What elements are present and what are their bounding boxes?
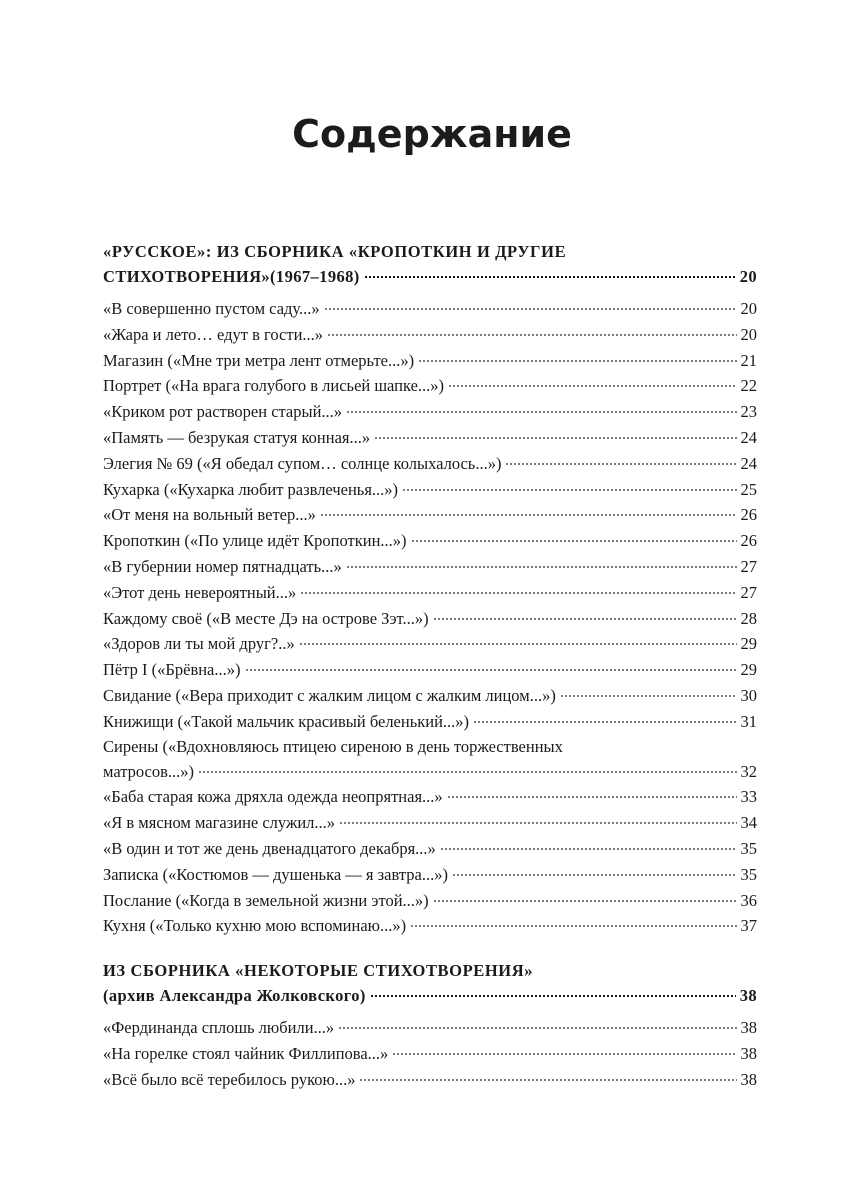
dot-leader — [411, 527, 737, 544]
dot-leader — [433, 604, 737, 621]
entry-title: «Жара и лето… едут в гости...» — [103, 324, 324, 344]
page-number: 29 — [740, 634, 757, 654]
page-number: 27 — [740, 556, 757, 576]
dot-leader — [327, 320, 736, 337]
page-number: 34 — [740, 813, 757, 833]
toc-entry[interactable] — [103, 554, 757, 580]
dot-leader — [346, 398, 736, 415]
section-heading: «РУССКОЕ»: ИЗ СБОРНИКА «КРОПОТКИН И ДРУГИЕ — [103, 242, 567, 261]
toc-entry[interactable] — [103, 451, 757, 477]
page-number: 33 — [740, 787, 757, 807]
entry-title: Кухня («Только кухню мою вспоминаю...») — [103, 916, 407, 936]
page-number: 26 — [740, 531, 757, 551]
dot-leader — [410, 912, 736, 929]
toc-entry[interactable] — [103, 580, 757, 606]
entry-title: Книжищи («Такой мальчик красивый беленький...») — [103, 711, 470, 731]
entry-title: Магазин («Мне три метра лент отмерьте...») — [103, 350, 415, 370]
page-number: 24 — [740, 453, 757, 473]
entry-title: «В совершенно пустом саду...» — [103, 299, 320, 318]
dot-leader — [320, 501, 737, 518]
dot-leader — [447, 783, 737, 800]
dot-leader — [299, 630, 737, 647]
toc-entry[interactable] — [103, 913, 757, 939]
dot-leader — [392, 1039, 736, 1056]
toc-entry[interactable] — [103, 348, 757, 374]
page-number: 30 — [740, 685, 757, 705]
entry-title: «Этот день невероятный...» — [103, 582, 297, 602]
toc-entry[interactable] — [103, 810, 757, 836]
dot-leader — [418, 346, 736, 363]
entry-title: Портрет («На врага голубого в лисьей шапке...») — [103, 376, 445, 396]
section-heading-text: СТИХОТВОРЕНИЯ»(1967–1968) — [103, 267, 360, 286]
page-number: 38 — [740, 1043, 757, 1063]
toc-entry[interactable] — [103, 399, 757, 425]
dot-leader — [324, 295, 737, 312]
section-heading-entry[interactable] — [103, 264, 757, 290]
page-number: 21 — [740, 350, 757, 370]
page-number: 38 — [740, 1069, 757, 1089]
page-number: 27 — [740, 582, 757, 602]
entry-title: «В губернии номер пятнадцать...» — [103, 556, 342, 576]
entry-title-line1: Сирены («Вдохновляюсь птицею сиреною в день торжественных — [103, 736, 563, 756]
page-number: 24 — [740, 427, 757, 447]
toc-entry[interactable] — [103, 477, 757, 503]
toc-entry[interactable] — [103, 1067, 757, 1093]
dot-leader — [364, 263, 736, 280]
dot-leader — [452, 860, 737, 877]
entry-title: Записка («Костюмов — душенька — я завтра...») — [103, 864, 448, 884]
entry-title: «От меня на вольный ветер...» — [103, 505, 316, 525]
page-number: 28 — [740, 608, 757, 628]
toc-entry[interactable] — [103, 683, 757, 709]
entry-title: «Здоров ли ты мой друг?..» — [103, 634, 295, 654]
toc-entry[interactable] — [103, 1041, 757, 1067]
entry-title: Кропоткин («По улице идёт Кропоткин...») — [103, 531, 407, 551]
section-heading-entry[interactable] — [103, 983, 757, 1009]
dot-leader — [505, 449, 736, 466]
page-number: 25 — [740, 479, 757, 499]
entry-title: «Память — безрукая статуя конная...» — [103, 427, 371, 447]
entry-title: «Криком рот растворен старый...» — [103, 402, 343, 422]
entry-title: Элегия № 69 («Я обедал супом… солнце колыхалось...») — [103, 453, 502, 473]
page-number: 35 — [740, 838, 757, 858]
page-number: 35 — [740, 864, 757, 884]
section-heading: ИЗ СБОРНИКА «НЕКОТОРЫЕ СТИХОТВОРЕНИЯ» — [103, 961, 534, 980]
toc-entry[interactable] — [103, 709, 757, 735]
entry-title: Послание («Когда в земельной жизни этой...») — [103, 890, 429, 910]
dot-leader — [359, 1065, 736, 1082]
entry-title: «Баба старая кожа дряхла одежда неопрятная...» — [103, 787, 443, 807]
toc-entry[interactable] — [103, 862, 757, 888]
entry-title: Пётр I («Брёвна...») — [103, 660, 241, 680]
toc-entry[interactable] — [103, 631, 757, 657]
toc-entry[interactable] — [103, 373, 757, 399]
entry-title: «В один и тот же день двенадцатого декабря...» — [103, 838, 436, 858]
dot-leader — [245, 656, 737, 673]
toc-entry[interactable] — [103, 425, 757, 451]
dot-leader — [300, 578, 736, 595]
dot-leader — [560, 681, 737, 698]
toc-entry[interactable] — [103, 1015, 757, 1041]
page-number: 26 — [740, 505, 757, 525]
entry-title: Кухарка («Кухарка любит развлеченья...») — [103, 479, 399, 499]
toc-entry[interactable] — [103, 296, 757, 322]
entry-title: «Всё было всё теребилось рукою...» — [103, 1069, 356, 1089]
dot-leader — [346, 552, 737, 569]
toc-entry[interactable] — [103, 502, 757, 528]
dot-leader — [440, 834, 737, 851]
page-number: 37 — [740, 916, 757, 936]
toc-entry[interactable] — [103, 888, 757, 914]
toc-entry[interactable] — [103, 606, 757, 632]
dot-leader — [370, 982, 736, 999]
page-number: 32 — [740, 761, 757, 781]
toc-entry[interactable] — [103, 528, 757, 554]
dot-leader — [448, 372, 736, 389]
toc-entry[interactable] — [103, 784, 757, 810]
entry-title: Свидание («Вера приходит с жалким лицом с жалким лицом...») — [103, 685, 556, 705]
dot-leader — [339, 809, 736, 826]
entry-title: «Фердинанда сплошь любили...» — [103, 1018, 335, 1037]
page-number: 38 — [740, 1018, 757, 1037]
entry-title: «На горелке стоял чайник Филлипова...» — [103, 1043, 389, 1063]
toc-entry[interactable] — [103, 759, 757, 785]
page-title: Содержание — [292, 112, 572, 156]
dot-leader — [473, 707, 736, 724]
dot-leader — [374, 423, 736, 440]
entry-title: Каждому своё («В месте Дэ на острове Зэт...») — [103, 608, 429, 628]
page-number: 20 — [740, 324, 757, 344]
dot-leader — [433, 886, 737, 903]
page-number: 22 — [740, 376, 757, 396]
toc-section-1 — [103, 240, 757, 939]
page-number: 36 — [740, 890, 757, 910]
page-number: 31 — [740, 711, 757, 731]
page-number: 38 — [739, 986, 757, 1005]
dot-leader — [338, 1014, 736, 1031]
toc-entry[interactable] — [103, 322, 757, 348]
page-number: 23 — [740, 402, 757, 422]
toc-entry[interactable] — [103, 657, 757, 683]
entry-title: матросов...») — [103, 761, 195, 781]
page-number: 29 — [740, 660, 757, 680]
page-number: 20 — [740, 299, 757, 318]
toc-entry[interactable] — [103, 836, 757, 862]
dot-leader — [402, 475, 736, 492]
entry-title: «Я в мясном магазине служил...» — [103, 813, 336, 833]
section-heading-text: (архив Александра Жолковского) — [103, 986, 366, 1005]
page-number: 20 — [739, 267, 757, 286]
toc-section-2 — [103, 959, 757, 1092]
dot-leader — [198, 757, 736, 774]
